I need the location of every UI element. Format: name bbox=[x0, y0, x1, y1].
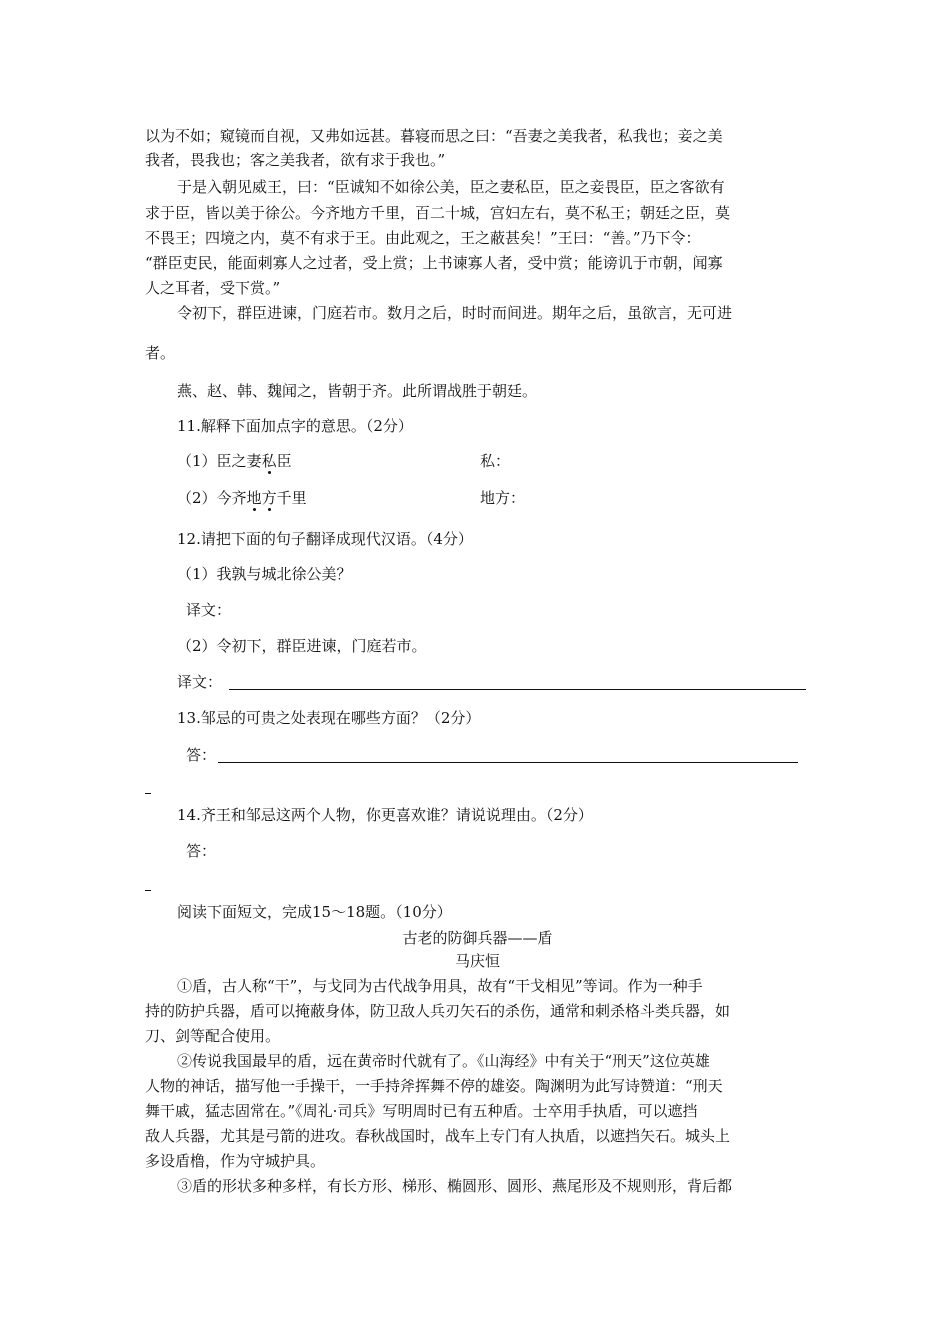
question-12-answer-label-1: 译文： bbox=[186, 601, 232, 619]
answer-line[interactable] bbox=[218, 762, 798, 763]
article-line: 刀、剑等配合使用。 bbox=[145, 1027, 281, 1045]
question-14-answer-label: 答： bbox=[186, 842, 217, 860]
question-12-answer-label-2: 译文： bbox=[177, 673, 223, 691]
item-text: （2）今齐 bbox=[177, 489, 247, 507]
article-line: 人物的神话，描写他一手操干，一手持斧挥舞不停的雄姿。陶渊明为此写诗赞道：“刑天 bbox=[145, 1077, 723, 1095]
passage-line: 于是入朝见威王，曰：“臣诚知不如徐公美，臣之妻私臣，臣之妾畏臣，臣之客欲有 bbox=[177, 178, 725, 196]
passage-line: 求于臣，皆以美于徐公。今齐地方千里，百二十城，宫妇左右，莫不私王；朝廷之臣，莫 bbox=[145, 204, 731, 222]
passage-line: 我者，畏我也；客之美我者，欲有求于我也。” bbox=[145, 151, 446, 169]
passage-line: 令初下，群臣进谏，门庭若市。数月之后，时时而间进。期年之后，虽欲言，无可进 bbox=[177, 304, 733, 322]
item-text: （1）臣之妻 bbox=[177, 452, 262, 470]
short-dash bbox=[145, 890, 151, 891]
article-author: 马庆恒 bbox=[454, 952, 500, 970]
passage-line: 者。 bbox=[145, 344, 176, 362]
item-text: 千里 bbox=[276, 489, 307, 507]
question-13-answer-label: 答： bbox=[186, 746, 217, 764]
answer-line[interactable] bbox=[229, 689, 806, 690]
dotted-char: 地 bbox=[246, 489, 262, 507]
question-12-item-2: （2）令初下，群臣进谏，门庭若市。 bbox=[177, 637, 427, 655]
question-13-title: 13.邹忌的可贵之处表现在哪些方面？（2分） bbox=[177, 709, 481, 727]
question-12-item-1: （1）我孰与城北徐公美？ bbox=[177, 565, 352, 583]
passage-line: 燕、赵、韩、魏闻之，皆朝于齐。此所谓战胜于朝廷。 bbox=[177, 382, 538, 400]
article-line: ①盾，古人称“干”，与戈同为古代战争用具，故有“干戈相见”等词。作为一种手 bbox=[177, 977, 703, 995]
passage-line: 不畏王；四境之内，莫不有求于王。由此观之，王之蔽甚矣！”王曰：“善。”乃下令： bbox=[145, 229, 701, 247]
short-dash bbox=[145, 793, 151, 794]
article-title: 古老的防御兵器——盾 bbox=[402, 929, 553, 947]
dotted-char: 私 bbox=[261, 452, 277, 470]
passage-line: 人之耳者，受下赏。” bbox=[145, 279, 281, 297]
article-line: 持的防护兵器，盾可以掩蔽身体，防卫敌人兵刃矢石的杀伤，通常和刺杀格斗类兵器，如 bbox=[145, 1002, 731, 1020]
question-11-title: 11.解释下面加点字的意思。（2分） bbox=[177, 417, 413, 435]
article-line: 敌人兵器，尤其是弓箭的进攻。春秋战国时，战车上专门有人执盾，以遮挡矢石。城头上 bbox=[145, 1127, 731, 1145]
question-14-title: 14.齐王和邹忌这两个人物，你更喜欢谁？请说说理由。（2分） bbox=[177, 806, 593, 824]
question-11-answer-label-1: 私： bbox=[480, 452, 511, 470]
dotted-char: 方 bbox=[261, 489, 277, 507]
article-line: ③盾的形状多种多样，有长方形、梯形、椭圆形、圆形、燕尾形及不规则形，背后都 bbox=[177, 1177, 733, 1195]
item-text: 臣 bbox=[276, 452, 292, 470]
reading-intro: 阅读下面短文，完成15～18题。（10分） bbox=[177, 903, 452, 921]
passage-line: “群臣吏民，能面刺寡人之过者，受上赏；上书谏寡人者，受中赏；能谤讥于市朝，闻寡 bbox=[145, 254, 723, 272]
article-line: 多设盾橹，作为守城护具。 bbox=[145, 1152, 326, 1170]
article-line: 舞干戚，猛志固常在。”《周礼·司兵》写明周时已有五种盾。士卒用手执盾，可以遮挡 bbox=[145, 1102, 698, 1120]
question-11-answer-label-2: 地方： bbox=[480, 489, 526, 507]
article-line: ②传说我国最早的盾，远在黄帝时代就有了。《山海经》中有关于“刑天”这位英雄 bbox=[177, 1052, 710, 1070]
passage-line: 以为不如；窥镜而自视，又弗如远甚。暮寝而思之曰：“吾妻之美我者，私我也；妾之美 bbox=[145, 127, 723, 145]
question-12-title: 12.请把下面的句子翻译成现代汉语。（4分） bbox=[177, 530, 473, 548]
